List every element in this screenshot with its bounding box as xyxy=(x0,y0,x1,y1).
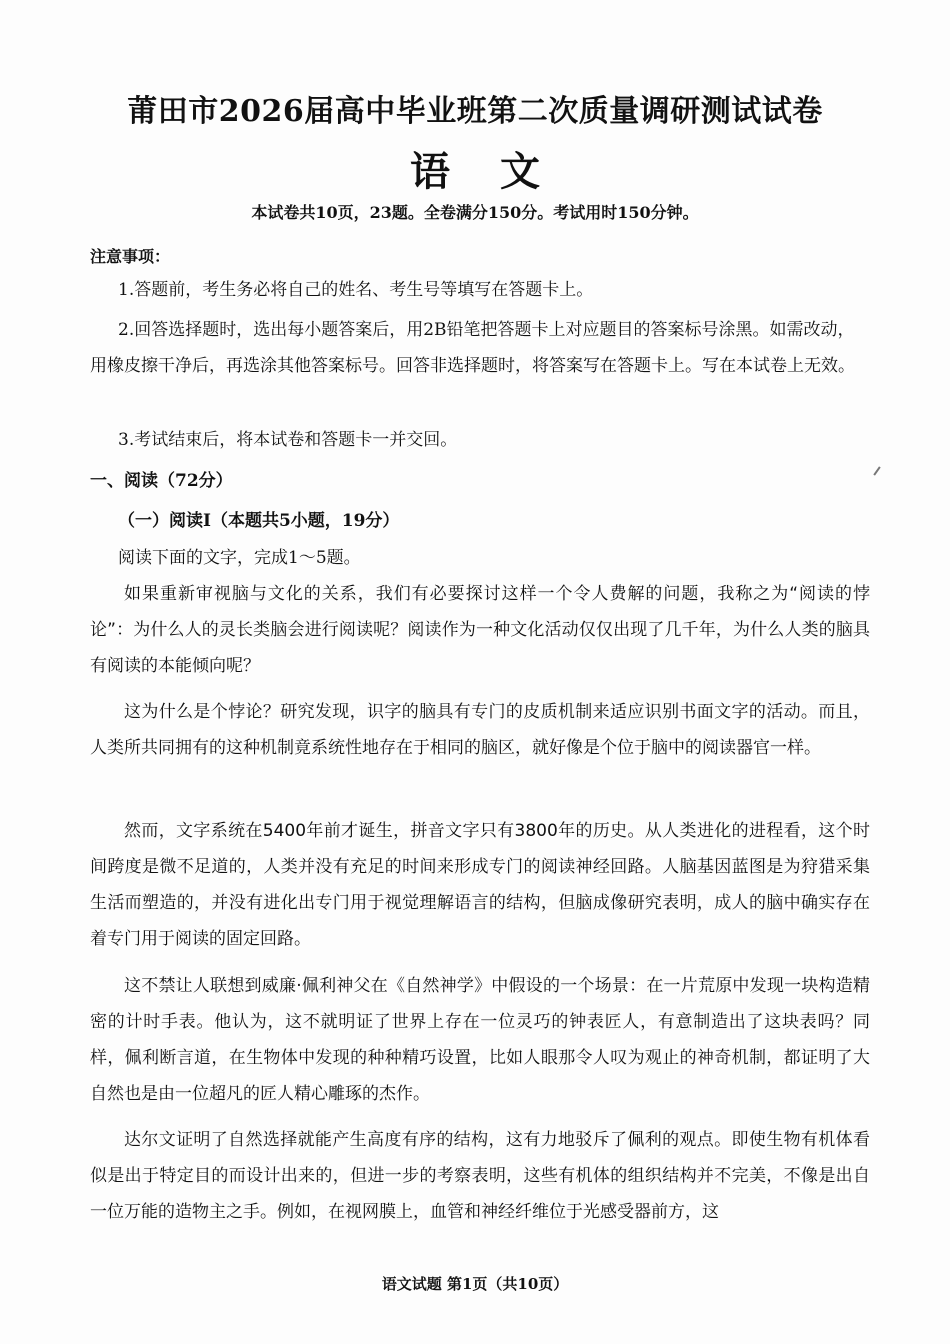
notice-item-1: 1.答题前，考生务必将自己的姓名、考生号等填写在答题卡上。 xyxy=(118,280,594,300)
section-heading: 一、阅读（72分） xyxy=(90,471,233,491)
page-footer: 语文试题 第1页（共10页） xyxy=(381,1275,569,1293)
passage-paragraph-5: 达尔文证明了自然选择就能产生高度有序的结构，这有力地驳斥了佩利的观点。即使生物有机体看似是出于特定目的而设计出来的，但进一步的考察表明，这些有机体的组织结构并不完美，不像是出自一位万能的造物主之手。例如，在视网膜上，血管和神经纤维位于光感受器前方，这 xyxy=(90,1130,870,1222)
notice-item-2: 2.回答选择题时，选出每小题答案后，用2B铅笔把答题卡上对应题目的答案标号涂黑。如需改动，用橡皮擦干净后，再选涂其他答案标号。回答非选择题时，将答案写在答题卡上。写在本试卷上无效。 xyxy=(90,320,855,376)
subject-title: 语文 xyxy=(410,148,590,195)
subsection-heading: （一）阅读Ⅰ（本题共5小题，19分） xyxy=(118,511,400,531)
passage-paragraph-2: 这为什么是个悖论？研究发现，识字的脑具有专门的皮质机制来适应识别书面文字的活动。而且，人类所共同拥有的这种机制竟系统性地存在于相同的脑区，就好像是个位于脑中的阅读器官一样。 xyxy=(90,702,870,758)
passage-paragraph-4: 这不禁让人联想到威廉·佩利神父在《自然神学》中假设的一个场景：在一片荒原中发现一块构造精密的计时手表。他认为，这不就明证了世界上存在一位灵巧的钟表匠人，有意制造出了这块表吗？同样，佩利断言道，在生物体中发现的种种精巧设置，比如人眼那令人叹为观止的神奇机制，都证明了大自然也是由一位超凡的匠人精心雕琢的杰作。 xyxy=(90,976,870,1104)
passage-paragraph-3: 然而，文字系统在5400年前才诞生，拼音文字只有3800年的历史。从人类进化的进程看，这个时间跨度是微不足道的，人类并没有充足的时间来形成专门的阅读神经回路。人脑基因蓝图是为狩猎采集生活而塑造的，并没有进化出专门用于视觉理解语言的结构，但脑成像研究表明，成人的脑中确实存在着专门用于阅读的固定回路。 xyxy=(90,821,870,949)
notice-item-3: 3.考试结束后，将本试卷和答题卡一并交回。 xyxy=(118,430,458,450)
exam-title: 莆田市2026届高中毕业班第二次质量调研测试试卷 xyxy=(127,94,823,129)
pen-mark xyxy=(873,466,880,475)
passage-paragraph-1: 如果重新审视脑与文化的关系，我们有必要探讨这样一个令人费解的问题，我称之为“阅读的悖论”：为什么人的灵长类脑会进行阅读呢？阅读作为一种文化活动仅仅出现了几千年，为什么人类的脑具有阅读的本能倾向呢？ xyxy=(90,584,870,676)
reading-instruction: 阅读下面的文字，完成1～5题。 xyxy=(118,548,361,568)
notice-heading: 注意事项： xyxy=(90,247,171,266)
exam-info: 本试卷共10页，23题。全卷满分150分。考试用时150分钟。 xyxy=(251,203,699,222)
